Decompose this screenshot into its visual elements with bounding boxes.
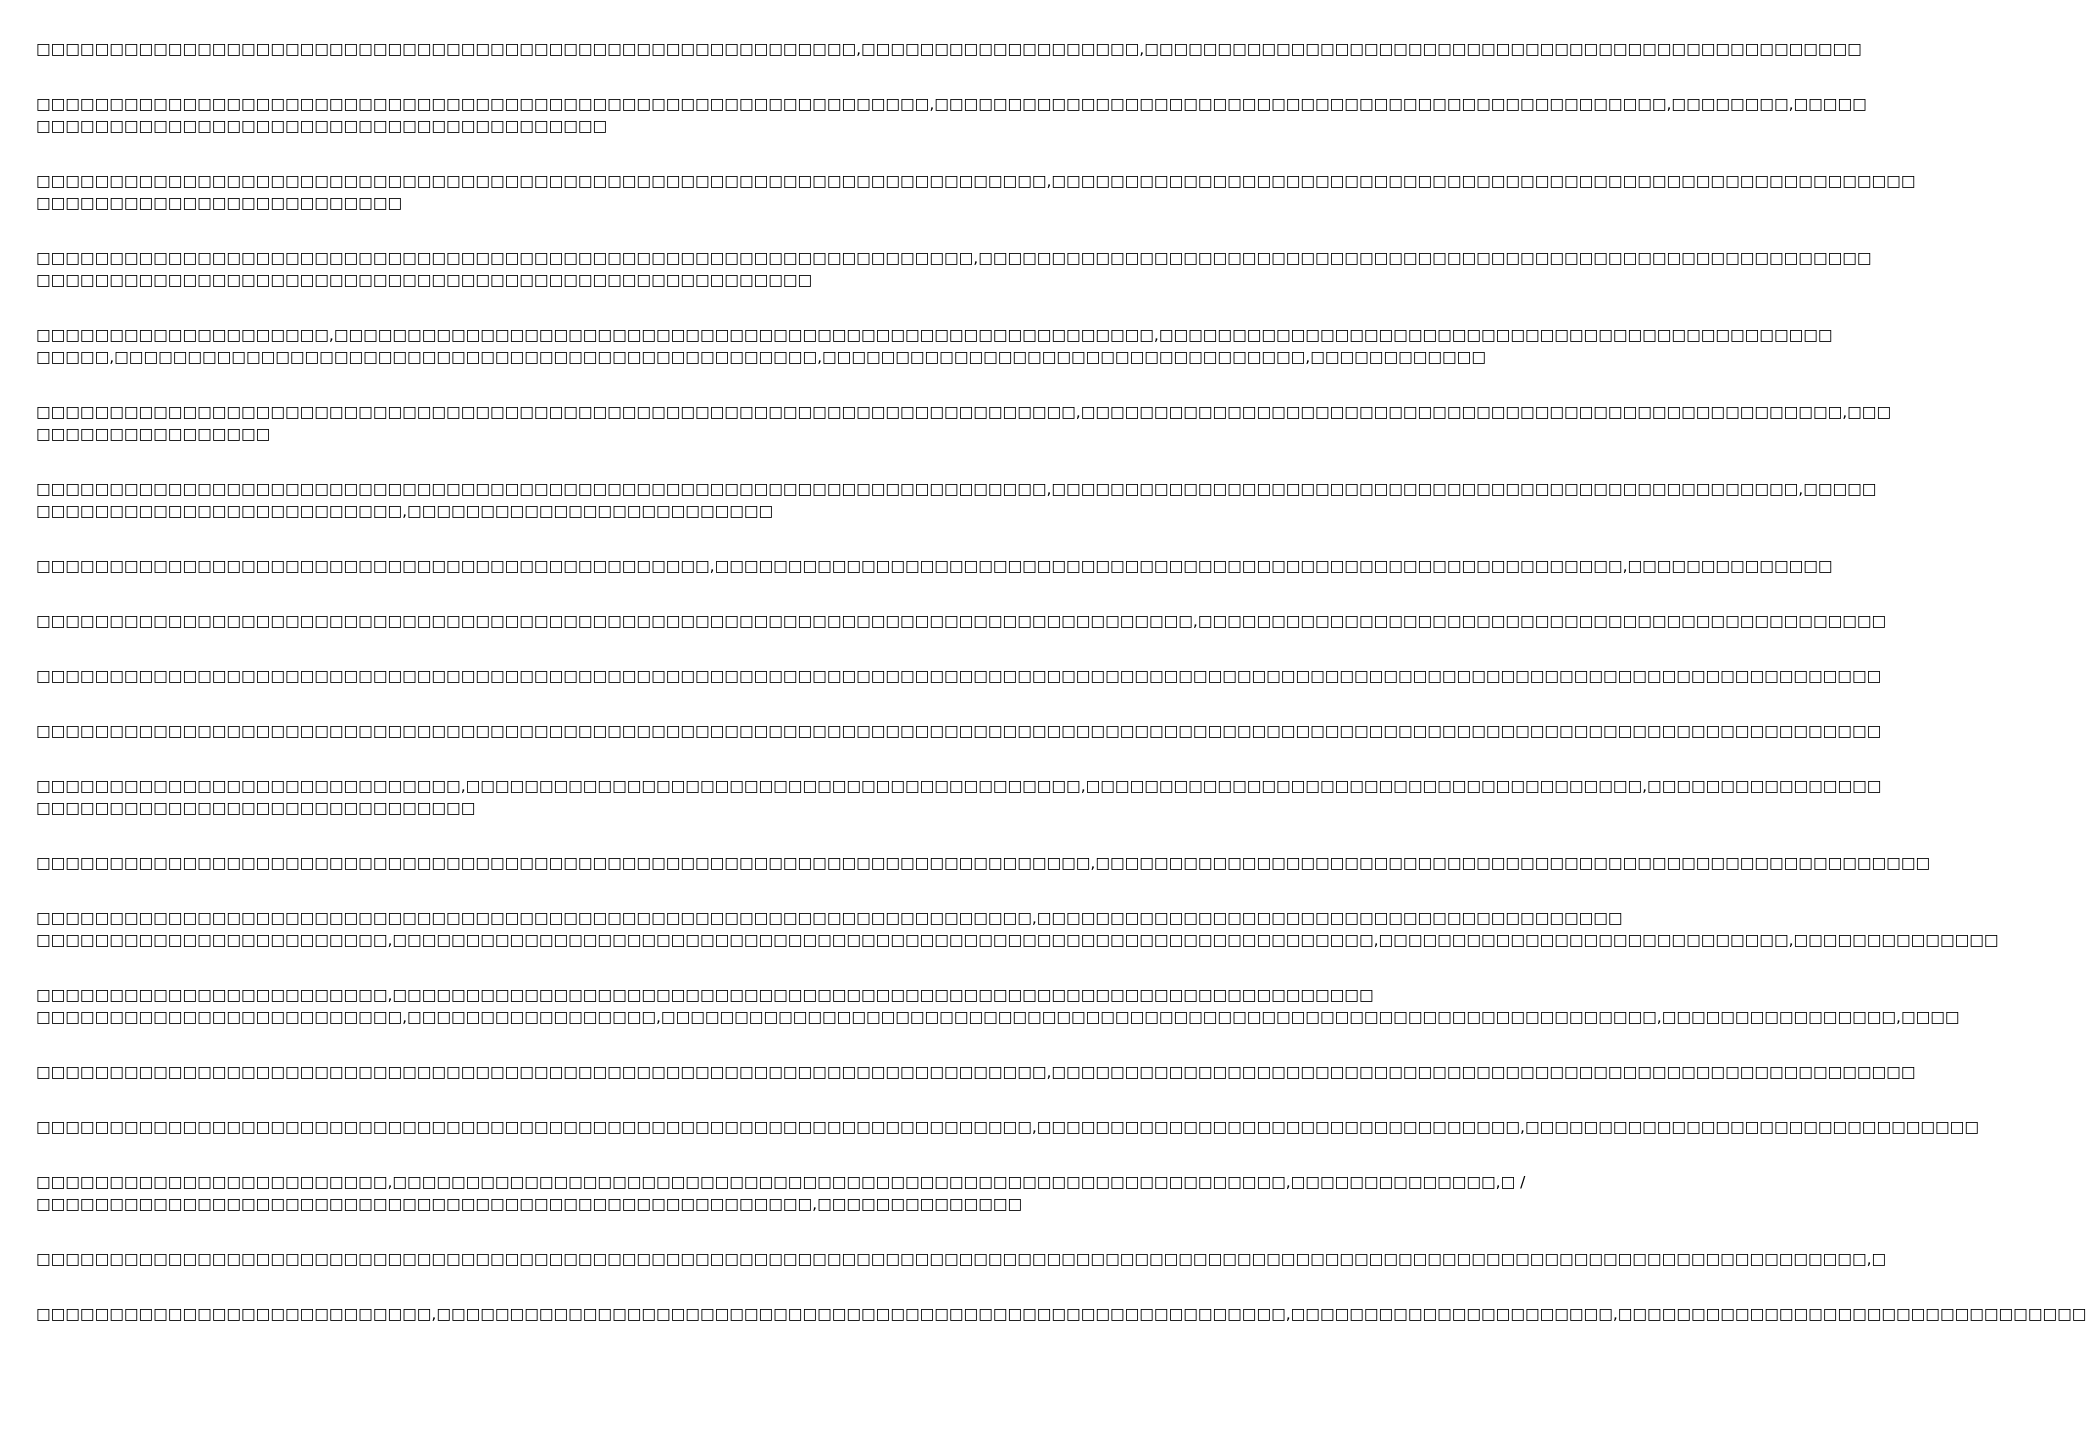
paragraph-17: □□□□□□□□□□□□□□□□□□□□□□□□□□□□□□□□□□□□□□□□□□□□□□□□□□□□□□□□□□□□□□□□□□□□,□□□□□□□□□□□□□□□□□□□□□□□□□□□□□□□□□,□□□□□□□□□□□□□□□□□□□□□□□□□□□□□□□ <box>36 1118 1979 1136</box>
paragraph-8: □□□□□□□□□□□□□□□□□□□□□□□□□□□□□□□□□□□□□□□□□□□□□□,□□□□□□□□□□□□□□□□□□□□□□□□□□□□□□□□□□□□□□□□□□□□□□□□□□□□□□□□□□□□□□,□□□□□□□□□□□□□□ <box>36 557 1833 575</box>
paragraph-7: □□□□□□□□□□□□□□□□□□□□□□□□□□□□□□□□□□□□□□□□□□□□□□□□□□□□□□□□□□□□□□□□□□□□□,□□□□□□□□□□□□□□□□□□□□□□□□□□□□□□□□□□□□□□□□□□□□□□□□□□□,□□□□□ □□□□□□□□□□□□□□□□□□□□□□□□□,□□□□□□□□□□□□□□□□□□□□□□□□□ <box>36 480 1877 520</box>
paragraph-3: □□□□□□□□□□□□□□□□□□□□□□□□□□□□□□□□□□□□□□□□□□□□□□□□□□□□□□□□□□□□□□□□□□□□□,□□□□□□□□□□□□□□□□□□□□□□□□□□□□□□□□□□□□□□□□□□□□□□□□□□□□□□□□□□□ □□□□□□□□□□□□□□□□□□□□□□□□□ <box>36 172 1916 212</box>
paragraph-12: □□□□□□□□□□□□□□□□□□□□□□□□□□□□□,□□□□□□□□□□□□□□□□□□□□□□□□□□□□□□□□□□□□□□□□□□,□□□□□□□□□□□□□□□□□□□□□□□□□□□□□□□□□□□□□□,□□□□□□□□□□□□□□□□ □□□□□□□□□□□□□□□□□□□□□□□□□□□□□□ <box>36 777 1882 817</box>
paragraph-9: □□□□□□□□□□□□□□□□□□□□□□□□□□□□□□□□□□□□□□□□□□□□□□□□□□□□□□□□□□□□□□□□□□□□□□□□□□□□□□□,□□□□□□□□□□□□□□□□□□□□□□□□□□□□□□□□□□□□□□□□□□□□□□□ <box>36 612 1887 630</box>
paragraph-14: □□□□□□□□□□□□□□□□□□□□□□□□□□□□□□□□□□□□□□□□□□□□□□□□□□□□□□□□□□□□□□□□□□□□,□□□□□□□□□□□□□□□□□□□□□□□□□□□□□□□□□□□□□□□□ □□□□□□□□□□□□□□□□□□□□□□□□,□□□□□□□□□□□□□□□□□□□□□□□□□□□□□□□□□□□□□□□□□□□□□□□□□□□□□□□□□□□□□□□□□□□,□□□□□□□□□□□□□□□□□□□□□□□□□□□□,□□□□□□□□□□□□□□ <box>36 909 1999 949</box>
paragraph-10: □□□□□□□□□□□□□□□□□□□□□□□□□□□□□□□□□□□□□□□□□□□□□□□□□□□□□□□□□□□□□□□□□□□□□□□□□□□□□□□□□□□□□□□□□□□□□□□□□□□□□□□□□□□□□□□□□□□□□□□□□□□□□□ <box>36 667 1882 685</box>
paragraph-20: □□□□□□□□□□□□□□□□□□□□□□□□□□□,□□□□□□□□□□□□□□□□□□□□□□□□□□□□□□□□□□□□□□□□□□□□□□□□□□□□□□□□□□,□□□□□□□□□□□□□□□□□□□□□□,□□□□□□□□□□□□□□□□□□□□□□□□□□□□□□□□ <box>36 1305 2086 1323</box>
paragraph-19: □□□□□□□□□□□□□□□□□□□□□□□□□□□□□□□□□□□□□□□□□□□□□□□□□□□□□□□□□□□□□□□□□□□□□□□□□□□□□□□□□□□□□□□□□□□□□□□□□□□□□□□□□□□□□□□□□□□□□□□□□□□□□,□ <box>36 1250 1887 1268</box>
paragraph-2: □□□□□□□□□□□□□□□□□□□□□□□□□□□□□□□□□□□□□□□□□□□□□□□□□□□□□□□□□□□□□,□□□□□□□□□□□□□□□□□□□□□□□□□□□□□□□□□□□□□□□□□□□□□□□□□□,□□□□□□□□,□□□□□ □□□□□□□□□□□□□□□□□□□□□□□□□□□□□□□□□□□□□□□ <box>36 95 1867 135</box>
paragraph-11: □□□□□□□□□□□□□□□□□□□□□□□□□□□□□□□□□□□□□□□□□□□□□□□□□□□□□□□□□□□□□□□□□□□□□□□□□□□□□□□□□□□□□□□□□□□□□□□□□□□□□□□□□□□□□□□□□□□□□□□□□□□□□□ <box>36 722 1882 740</box>
paragraph-15: □□□□□□□□□□□□□□□□□□□□□□□□,□□□□□□□□□□□□□□□□□□□□□□□□□□□□□□□□□□□□□□□□□□□□□□□□□□□□□□□□□□□□□□□□□□□ □□□□□□□□□□□□□□□□□□□□□□□□□,□□□□□□□□□□□□□□□□□,□□□□□□□□□□□□□□□□□□□□□□□□□□□□□□□□□□□□□□□□□□□□□□□□□□□□□□□□□□□□□□□□□□□□,□□□□□□□□□□□□□□□□,□□□□ <box>36 986 1960 1026</box>
paragraph-13: □□□□□□□□□□□□□□□□□□□□□□□□□□□□□□□□□□□□□□□□□□□□□□□□□□□□□□□□□□□□□□□□□□□□□□□□,□□□□□□□□□□□□□□□□□□□□□□□□□□□□□□□□□□□□□□□□□□□□□□□□□□□□□□□□□ <box>36 854 1931 872</box>
paragraph-18: □□□□□□□□□□□□□□□□□□□□□□□□,□□□□□□□□□□□□□□□□□□□□□□□□□□□□□□□□□□□□□□□□□□□□□□□□□□□□□□□□□□□□□,□□□□□□□□□□□□□□,□ / □□□□□□□□□□□□□□□□□□□□□□□□□□□□□□□□□□□□□□□□□□□□□□□□□□□□□,□□□□□□□□□□□□□□ <box>36 1173 1526 1213</box>
paragraph-6: □□□□□□□□□□□□□□□□□□□□□□□□□□□□□□□□□□□□□□□□□□□□□□□□□□□□□□□□□□□□□□□□□□□□□□□,□□□□□□□□□□□□□□□□□□□□□□□□□□□□□□□□□□□□□□□□□□□□□□□□□□□□,□□□ □□□□□□□□□□□□□□□□ <box>36 403 1892 443</box>
paragraph-1: □□□□□□□□□□□□□□□□□□□□□□□□□□□□□□□□□□□□□□□□□□□□□□□□□□□□□□□□,□□□□□□□□□□□□□□□□□□□,□□□□□□□□□□□□□□□□□□□□□□□□□□□□□□□□□□□□□□□□□□□□□□□□□ <box>36 40 1862 58</box>
paragraph-16: □□□□□□□□□□□□□□□□□□□□□□□□□□□□□□□□□□□□□□□□□□□□□□□□□□□□□□□□□□□□□□□□□□□□□,□□□□□□□□□□□□□□□□□□□□□□□□□□□□□□□□□□□□□□□□□□□□□□□□□□□□□□□□□□□ <box>36 1063 1916 1081</box>
paragraph-5: □□□□□□□□□□□□□□□□□□□□,□□□□□□□□□□□□□□□□□□□□□□□□□□□□□□□□□□□□□□□□□□□□□□□□□□□□□□□□,□□□□□□□□□□□□□□□□□□□□□□□□□□□□□□□□□□□□□□□□□□□□□□ □□□□□,□□□□□□□□□□□□□□□□□□□□□□□□□□□□□□□□□□□□□□□□□□□□□□□□,□□□□□□□□□□□□□□□□□□□□□□□□□□□□□□□□□,□□□□□□□□□□□□ <box>36 326 1833 366</box>
document-body <box>36 38 2086 1358</box>
paragraph-4: □□□□□□□□□□□□□□□□□□□□□□□□□□□□□□□□□□□□□□□□□□□□□□□□□□□□□□□□□□□□□□□□,□□□□□□□□□□□□□□□□□□□□□□□□□□□□□□□□□□□□□□□□□□□□□□□□□□□□□□□□□□□□□ □□□□□□□□□□□□□□□□□□□□□□□□□□□□□□□□□□□□□□□□□□□□□□□□□□□□□ <box>36 249 1872 289</box>
